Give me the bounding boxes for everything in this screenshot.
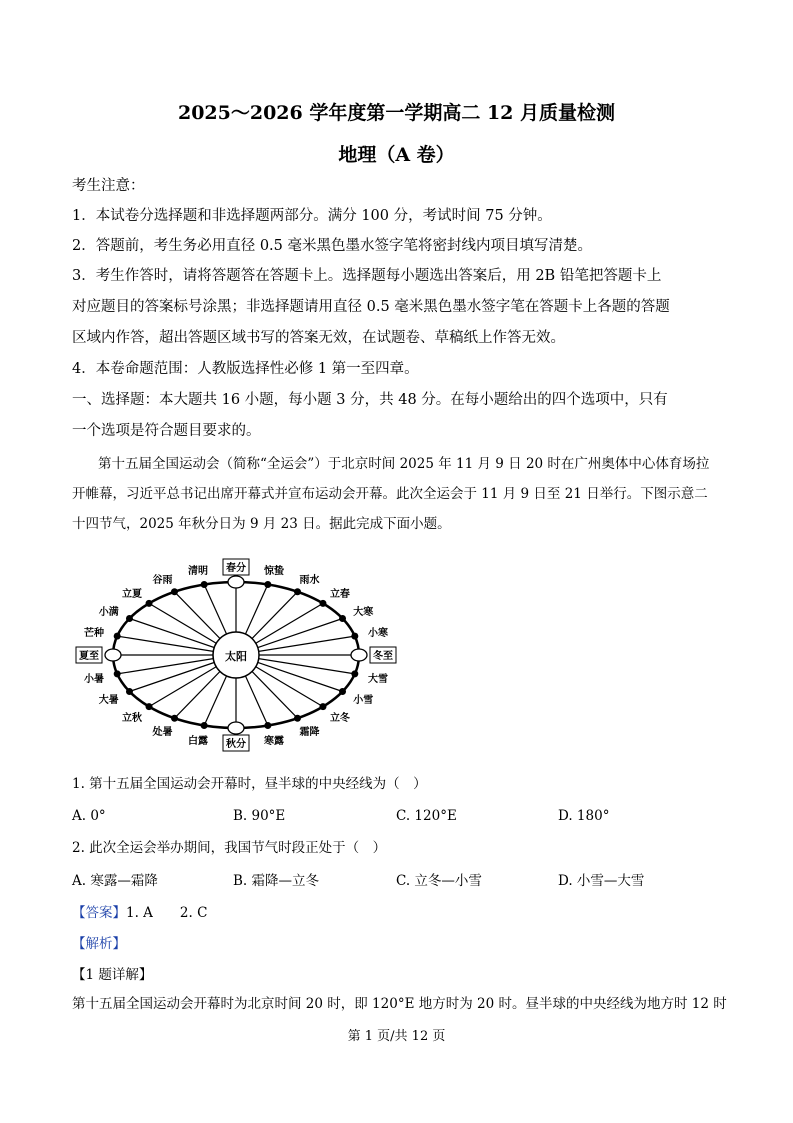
term-dot (351, 670, 358, 677)
page-footer: 第 1 页/共 12 页 (347, 1029, 446, 1044)
passage-line: 十四节气，2025 年秋分日为 9 月 23 日。据此完成下面小题。 (72, 516, 451, 532)
question-1-stem: 1. 第十五届全国运动会开幕时，昼半球的中央经线为（ ） (72, 776, 427, 792)
solar-term-label: 冬至 (373, 651, 393, 662)
section-instruction: 一个选项是符合题目要求的。 (72, 423, 261, 439)
term-dot (171, 715, 178, 722)
question-2-option-c[interactable]: C. 立冬—小雪 (396, 873, 482, 889)
question-2-option-b[interactable]: B. 霜降—立冬 (233, 873, 320, 889)
earth-position-marker (351, 649, 367, 661)
notice-heading: 考生注意： (72, 178, 145, 194)
solar-term-label: 谷雨 (152, 574, 173, 586)
answer-line (72, 901, 207, 921)
solar-term-label: 白露 (187, 736, 208, 748)
term-dot (339, 615, 346, 622)
notice-item: 4．本卷命题范围：人教版选择性必修 1 第一至四章。 (72, 361, 419, 377)
earth-position-marker (228, 722, 244, 734)
term-dot (294, 715, 301, 722)
notice-item: 3．考生作答时，请将答题答在答题卡上。选择题每小题选出答案后，用 2B 铅笔把答题卡上 (72, 268, 662, 284)
passage-line: 开帷幕，习近平总书记出席开幕式并宣布运动会开幕。此次全运会于 11 月 9 日至 21 日举行。下图示意二 (72, 486, 708, 502)
term-dot (264, 722, 271, 729)
solar-term-label: 惊蛰 (264, 565, 285, 577)
term-dot (114, 670, 121, 677)
term-dot (146, 600, 153, 607)
solar-term-label: 立春 (329, 588, 350, 600)
solar-term-label: 小暑 (84, 673, 105, 685)
sun-label: 太阳 (225, 650, 247, 663)
exam-title: 2025～2026 学年度第一学期高二 12 月质量检测 (177, 102, 616, 124)
term-dot (264, 581, 271, 588)
term-dot (201, 581, 208, 588)
question-1-option-d[interactable]: D. 180° (558, 808, 610, 824)
question-2-option-a[interactable]: A. 寒露—霜降 (72, 873, 158, 889)
notice-item: 对应题目的答案标号涂黑；非选择题请用直径 0.5 毫米黑色墨水签字笔在答题卡上各题的答题 (72, 299, 670, 315)
question-2-option-d[interactable]: D. 小雪—大雪 (558, 873, 645, 889)
solar-terms-diagram (60, 550, 450, 760)
solar-term-label: 霜降 (299, 727, 320, 739)
answer-label: 【答案】 (72, 905, 126, 921)
analysis-label: 【解析】 (72, 936, 126, 952)
term-dot (339, 688, 346, 695)
term-dot (114, 633, 121, 640)
solar-term-label: 立冬 (329, 713, 350, 725)
notice-item: 区域内作答，超出答题区域书写的答案无效，在试题卷、草稿纸上作答无效。 (72, 330, 565, 346)
solar-term-label: 立夏 (122, 588, 143, 600)
solar-term-label: 寒露 (264, 736, 285, 748)
solar-term-label: 夏至 (79, 651, 99, 662)
question-1-option-c[interactable]: C. 120°E (396, 808, 457, 824)
question-1-option-a[interactable]: A. 0° (72, 808, 106, 824)
term-dot (319, 600, 326, 607)
solar-term-label: 大寒 (353, 607, 374, 618)
solar-term-label: 小雪 (353, 695, 374, 706)
term-dot (126, 688, 133, 695)
solar-term-label: 春分 (226, 563, 246, 574)
passage-line: 第十五届全国运动会（简称“全运会”）于北京时间 2025 年 11 月 9 日 20 时在广州奥体中心体育场拉 (98, 456, 710, 472)
earth-position-marker (105, 649, 121, 661)
term-dot (351, 633, 358, 640)
notice-item: 1．本试卷分选择题和非选择题两部分。满分 100 分，考试时间 75 分钟。 (72, 208, 552, 224)
solar-term-label: 芒种 (84, 628, 105, 640)
question-1-option-b[interactable]: B. 90°E (233, 808, 286, 824)
solar-term-label: 秋分 (226, 739, 246, 750)
term-dot (294, 588, 301, 595)
detail-text: 第十五届全国运动会开幕时为北京时间 20 时，即 120°E 地方时为 20 时。昼半球的中央经线为地方时 12 时 (72, 996, 727, 1012)
solar-term-label: 雨水 (299, 574, 320, 586)
solar-term-label: 处暑 (152, 727, 173, 739)
solar-term-label: 立秋 (122, 713, 143, 725)
solar-term-label: 小寒 (367, 628, 388, 640)
term-dot (146, 703, 153, 710)
term-dot (201, 722, 208, 729)
solar-term-label: 大暑 (98, 695, 119, 706)
solar-term-label: 小满 (98, 607, 119, 618)
solar-term-label: 大雪 (367, 673, 388, 685)
exam-subtitle: 地理（A 卷） (338, 144, 455, 166)
detail-label: 【1 题详解】 (72, 967, 153, 983)
term-dot (171, 588, 178, 595)
notice-item: 2．答题前，考生务必用直径 0.5 毫米黑色墨水签字笔将密封线内项目填写清楚。 (72, 238, 593, 254)
section-instruction: 一、选择题：本大题共 16 小题，每小题 3 分，共 48 分。在每小题给出的四个选项中，只有 (72, 392, 668, 408)
earth-position-marker (228, 576, 244, 588)
question-2-stem: 2. 此次全运会举办期间，我国节气时段正处于（ ） (72, 840, 387, 856)
answer-text: 1. A 2. C (126, 905, 208, 921)
solar-term-label: 清明 (187, 565, 208, 577)
term-dot (319, 703, 326, 710)
term-dot (126, 615, 133, 622)
